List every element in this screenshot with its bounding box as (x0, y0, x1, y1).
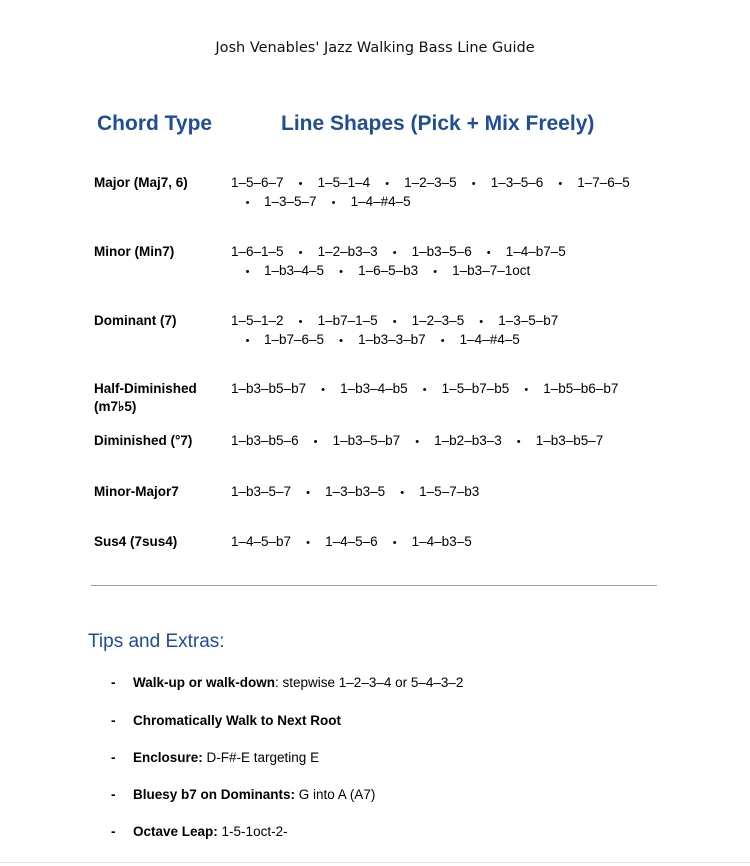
bullet-separator: • (313, 436, 318, 448)
line-shape: 1–3–b3–5 (325, 484, 386, 499)
tip-dash: - (111, 675, 116, 690)
bullet-separator: • (422, 384, 427, 396)
line-shape: 1–4–b3–5 (411, 534, 472, 549)
chord-shapes (231, 533, 671, 552)
line-shape: 1–5–7–b3 (419, 484, 480, 499)
line-shape: 1–2–3–5 (404, 175, 457, 190)
chord-name: Minor-Major7 (94, 484, 179, 499)
bullet-separator: • (471, 178, 476, 190)
shape-line (231, 331, 671, 350)
shape-line (231, 312, 671, 331)
line-shape: 1–7–6–5 (577, 175, 630, 190)
shape-line (231, 483, 671, 502)
line-shape: 1–6–1–5 (231, 244, 284, 259)
page-bottom-edge (0, 862, 750, 866)
line-shape: 1–b7–1–5 (317, 313, 378, 328)
tip-text: : stepwise 1–2–3–4 or 5–4–3–2 (275, 675, 464, 690)
tip-dash: - (111, 713, 116, 728)
bullet-separator: • (306, 487, 310, 499)
chord-type-header: Chord Type (97, 112, 213, 135)
line-shape: 1–3–5–b7 (498, 313, 559, 328)
bullet-separator: • (306, 537, 310, 549)
chord-shapes (231, 312, 671, 350)
tip-title: Enclosure: (133, 750, 203, 765)
bullet-separator: • (479, 316, 484, 328)
line-shape: 1–5–1–4 (317, 175, 371, 190)
shape-line (231, 533, 671, 552)
bullet-separator: • (339, 335, 343, 347)
bullet-separator: • (385, 178, 390, 190)
section-divider (91, 585, 657, 586)
line-shape: 1–b3–7–1oct (452, 263, 531, 278)
shape-line (231, 432, 671, 451)
line-shape: 1–4–5–6 (325, 534, 378, 549)
page-title: Josh Venables' Jazz Walking Bass Line Guide (215, 40, 535, 56)
bullet-separator: • (486, 247, 491, 259)
line-shape: 1–5–6–7 (231, 175, 284, 190)
tip-text: 1-5-1oct-2- (217, 824, 288, 839)
tip-item (111, 786, 375, 804)
line-shape: 1–3–5–7 (264, 194, 317, 209)
bullet-separator: • (321, 384, 326, 396)
bullet-separator: • (298, 247, 303, 259)
bullet-separator: • (245, 197, 250, 209)
bullet-separator: • (298, 178, 303, 190)
line-shape: 1–4–5–b7 (231, 534, 292, 549)
tip-title: Chromatically Walk to Next Root (133, 713, 342, 728)
bullet-separator: • (298, 316, 303, 328)
bullet-separator: • (331, 197, 336, 209)
line-shape: 1–b3–b5–6 (231, 433, 299, 448)
tip-text: D-F#-E targeting E (202, 750, 320, 765)
chord-shapes (231, 174, 671, 212)
shape-line (231, 380, 671, 399)
bullet-separator: • (415, 436, 420, 448)
shape-line (231, 174, 671, 193)
line-shape: 1–b3–b5–b7 (231, 381, 307, 396)
chord-shapes (231, 380, 671, 399)
line-shape: 1–3–5–6 (490, 175, 544, 190)
bullet-separator: • (392, 316, 397, 328)
bullet-separator: • (392, 247, 397, 259)
chord-name: Minor (Min7) (94, 244, 175, 259)
line-shape: 1–4–b7–5 (505, 244, 566, 259)
chord-name: Half-Diminished (m7♭5) (94, 381, 197, 414)
tip-dash: - (111, 824, 116, 839)
line-shape: 1–5–1–2 (231, 313, 284, 328)
tip-item (111, 749, 319, 767)
chord-name: Dominant (7) (94, 313, 177, 328)
line-shape: 1–b3–4–5 (264, 263, 325, 278)
line-shape: 1–b3–b5–7 (535, 433, 604, 448)
chord-shapes (231, 243, 671, 281)
chord-shapes (231, 483, 671, 502)
line-shape: 1–4–#4–5 (459, 332, 520, 347)
line-shapes-header: Line Shapes (Pick + Mix Freely) (281, 112, 595, 135)
tip-item (111, 674, 463, 692)
line-shape: 1–b3–3–b7 (358, 332, 426, 347)
tip-item (111, 823, 288, 841)
bullet-separator: • (433, 266, 438, 278)
bullet-separator: • (392, 537, 397, 549)
shape-line (231, 243, 671, 262)
bullet-separator: • (245, 266, 250, 278)
line-shape: 1–6–5–b3 (358, 263, 419, 278)
tips-heading: Tips and Extras: (88, 631, 225, 652)
tip-title: Walk-up or walk-down (133, 675, 276, 690)
line-shape: 1–b5–b6–b7 (543, 381, 619, 396)
line-shape: 1–b3–4–b5 (340, 381, 408, 396)
line-shape: 1–2–3–5 (411, 313, 465, 328)
bullet-separator: • (339, 266, 343, 278)
bullet-separator: • (524, 384, 529, 396)
bullet-separator: • (516, 436, 521, 448)
tip-title: Octave Leap: (133, 824, 218, 839)
bullet-separator: • (558, 178, 563, 190)
line-shape: 1–b7–6–5 (264, 332, 325, 347)
bullet-separator: • (400, 487, 405, 499)
tip-dash: - (111, 787, 116, 802)
tip-title: Bluesy b7 on Dominants: (133, 787, 296, 802)
line-shape: 1–b3–5–7 (231, 484, 292, 499)
bullet-separator: • (245, 335, 250, 347)
tip-dash: - (111, 750, 116, 765)
chord-name: Major (Maj7, 6) (94, 175, 188, 190)
line-shape: 1–2–b3–3 (317, 244, 378, 259)
chord-name: Sus4 (7sus4) (94, 534, 178, 549)
shape-line (231, 262, 671, 281)
chord-shapes (231, 432, 671, 451)
line-shape: 1–5–b7–b5 (441, 381, 510, 396)
line-shape: 1–b3–5–b7 (332, 433, 401, 448)
bullet-separator: • (440, 335, 445, 347)
tip-item (111, 712, 341, 730)
line-shape: 1–4–#4–5 (350, 194, 411, 209)
line-shape: 1–b3–5–6 (411, 244, 472, 259)
shape-line (231, 193, 671, 212)
chord-name: Diminished (°7) (94, 433, 193, 448)
line-shape: 1–b2–b3–3 (434, 433, 502, 448)
tip-text: G into A (A7) (295, 787, 376, 802)
